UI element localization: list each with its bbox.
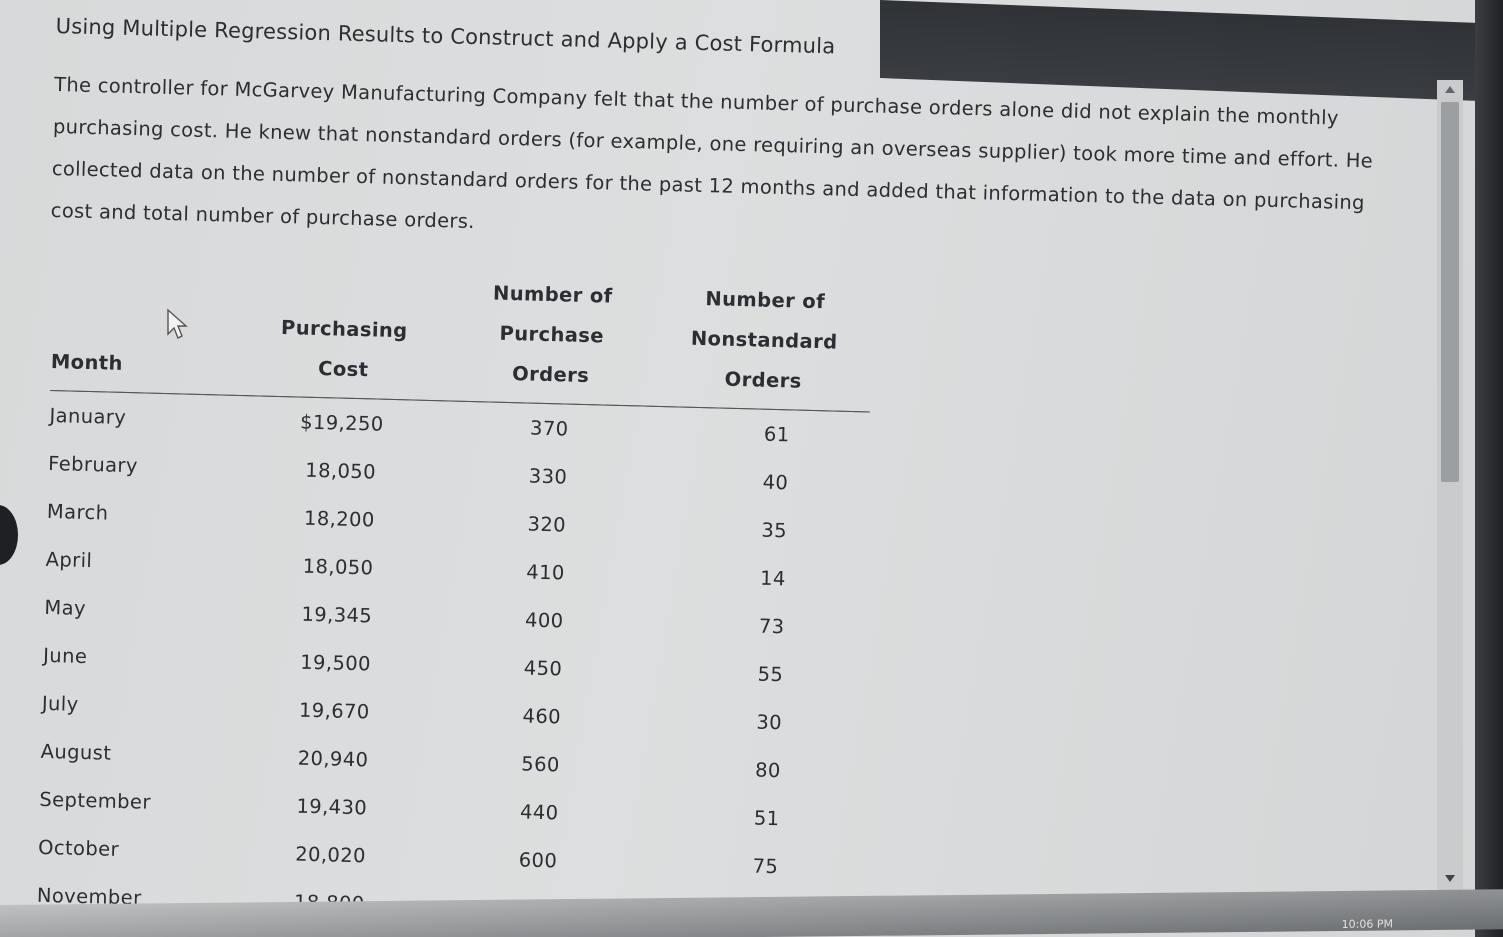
cell-month: January xyxy=(49,403,127,429)
header-purchasing-cost: Purchasing Cost xyxy=(240,267,448,401)
cell-nonstandard-orders: 73 xyxy=(758,614,785,638)
cost-data-table xyxy=(36,262,873,937)
cell-purchase-orders: 410 xyxy=(526,560,566,585)
triangle-up-icon[interactable] xyxy=(1445,86,1455,93)
header-month: Month xyxy=(50,262,243,395)
cell-month: June xyxy=(42,643,88,668)
cell-month: October xyxy=(37,835,120,861)
taskbar-clock: 10:06 PM xyxy=(1341,917,1393,931)
problem-content xyxy=(32,14,1415,937)
cell-purchasing-cost: 20,020 xyxy=(294,842,367,867)
cell-month: May xyxy=(44,595,87,620)
vertical-scrollbar[interactable] xyxy=(1437,80,1463,920)
monitor-bezel-left xyxy=(0,505,18,565)
cell-purchasing-cost: 19,670 xyxy=(298,698,370,723)
cell-purchase-orders: 560 xyxy=(521,751,561,776)
monitor-bezel-right xyxy=(1475,0,1503,937)
cell-purchase-orders: 320 xyxy=(527,512,567,537)
cell-purchase-orders: 330 xyxy=(528,464,568,489)
mouse-pointer-icon xyxy=(166,308,192,342)
cell-purchasing-cost: 19,500 xyxy=(300,650,372,675)
cell-nonstandard-orders: 30 xyxy=(756,710,783,734)
table-body xyxy=(36,390,870,937)
cell-purchase-orders: 370 xyxy=(529,416,569,441)
cell-nonstandard-orders: 55 xyxy=(757,662,784,686)
problem-title: Using Multiple Regression Results to Construct and Apply a Cost Formula xyxy=(55,14,836,59)
cell-purchase-orders: 400 xyxy=(524,607,564,632)
cell-purchasing-cost: 18,050 xyxy=(302,554,374,579)
header-purchase-orders: Number of Purchase Orders xyxy=(445,272,658,406)
cell-nonstandard-orders: 51 xyxy=(753,806,780,830)
cell-month: March xyxy=(46,499,109,525)
triangle-down-icon[interactable] xyxy=(1445,875,1455,882)
cell-purchase-orders: 450 xyxy=(523,655,563,680)
scrollbar-thumb[interactable] xyxy=(1441,102,1459,482)
header-nonstandard-orders: Number of Nonstandard Orders xyxy=(655,278,873,412)
cell-month: September xyxy=(39,787,152,814)
cell-purchase-orders: 600 xyxy=(518,847,558,872)
cell-purchase-orders: 460 xyxy=(522,703,562,728)
cell-month: November xyxy=(36,883,142,910)
cell-purchasing-cost: $19,250 xyxy=(299,410,384,436)
cell-nonstandard-orders: 35 xyxy=(761,518,788,542)
cell-month: August xyxy=(40,739,112,765)
cell-purchasing-cost: 19,430 xyxy=(296,794,368,819)
cell-month: February xyxy=(47,451,139,477)
cell-purchasing-cost: 20,940 xyxy=(297,746,369,771)
cell-month: April xyxy=(45,547,93,572)
cell-nonstandard-orders: 80 xyxy=(754,758,782,782)
cell-nonstandard-orders: 75 xyxy=(752,854,779,878)
cell-nonstandard-orders: 40 xyxy=(762,470,789,494)
cell-purchasing-cost: 19,345 xyxy=(301,602,373,627)
cell-nonstandard-orders: 61 xyxy=(763,422,790,446)
cell-purchasing-cost: 18,200 xyxy=(303,506,375,532)
cell-purchase-orders: 440 xyxy=(519,799,559,824)
cell-purchasing-cost: 18,050 xyxy=(305,458,377,484)
problem-description: The controller for McGarvey Manufacturing Company felt that the number of purchase orders alone did not explain the monthly purchasing cost. He knew that nonstandard orders (for example, one requiring an overseas supplier) took more time and effort. He collected data on the number of nonstandard orders for the past 12 months and added that information to the data on purchasing cost and total number of purchase orders. xyxy=(50,72,1374,234)
cell-month: July xyxy=(41,691,79,716)
cell-nonstandard-orders: 14 xyxy=(759,566,787,590)
